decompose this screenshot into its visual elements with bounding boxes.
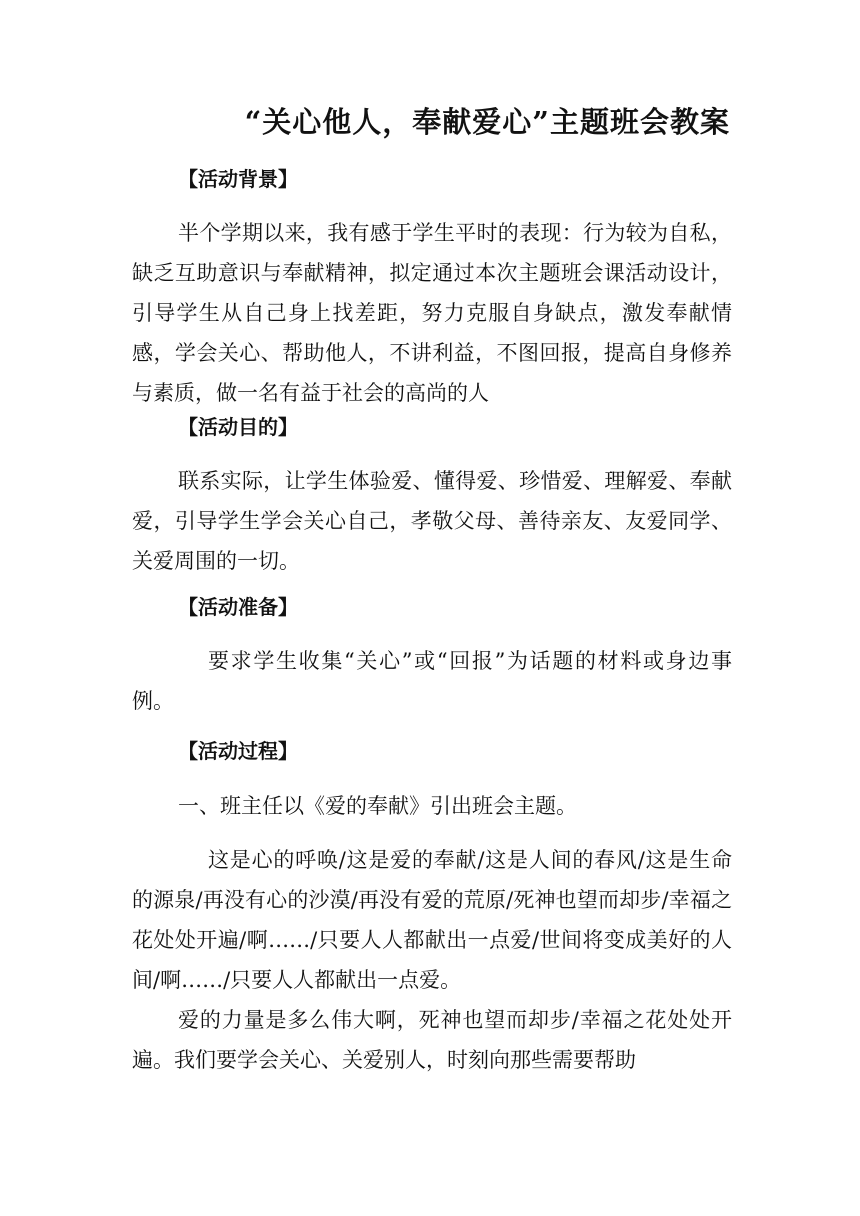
- section-heading-background: 【活动背景】: [178, 167, 298, 191]
- purpose-paragraph: 联系实际，让学生体验爱、懂得爱、珍惜爱、理解爱、奉献爱，引导学生学会关心自己，孝敬父母、善待亲友、友爱同学、关爱周围的一切。: [132, 469, 732, 573]
- commentary-paragraph: 爱的力量是多么伟大啊，死神也望而却步/幸福之花处处开遍。我们要学会关心、关爱别人，时刻向那些需要帮助: [132, 1008, 732, 1072]
- background-paragraph: 半个学期以来，我有感于学生平时的表现：行为较为自私，缺乏互助意识与奉献精神，拟定通过本次主题班会课活动设计，引导学生从自己身上找差距，努力克服自身缺点，激发奉献情感，学会关心、帮助他人，不讲利益，不图回报，提高自身修养与素质，做一名有益于社会的高尚的人: [132, 221, 732, 405]
- section-heading-preparation: 【活动准备】: [178, 595, 298, 619]
- preparation-paragraph: 要求学生收集“关心”或“回报”为话题的材料或身边事例。: [132, 649, 732, 713]
- poem-paragraph: 这是心的呼唤/这是爱的奉献/这是人间的春风/这是生命的源泉/再没有心的沙漠/再没有爱的荒原/死神也望而却步/幸福之花处处开遍/啊……/只要人人都献出一点爱/世间将变成美好的人间/啊……/只要人人都献出一点爱。: [132, 848, 732, 992]
- process-step-1: 一、班主任以《爱的奉献》引出班会主题。: [178, 794, 577, 818]
- document-title: “关心他人，奉献爱心”主题班会教案: [244, 105, 730, 139]
- section-heading-purpose: 【活动目的】: [178, 415, 298, 439]
- section-heading-process: 【活动过程】: [178, 739, 298, 763]
